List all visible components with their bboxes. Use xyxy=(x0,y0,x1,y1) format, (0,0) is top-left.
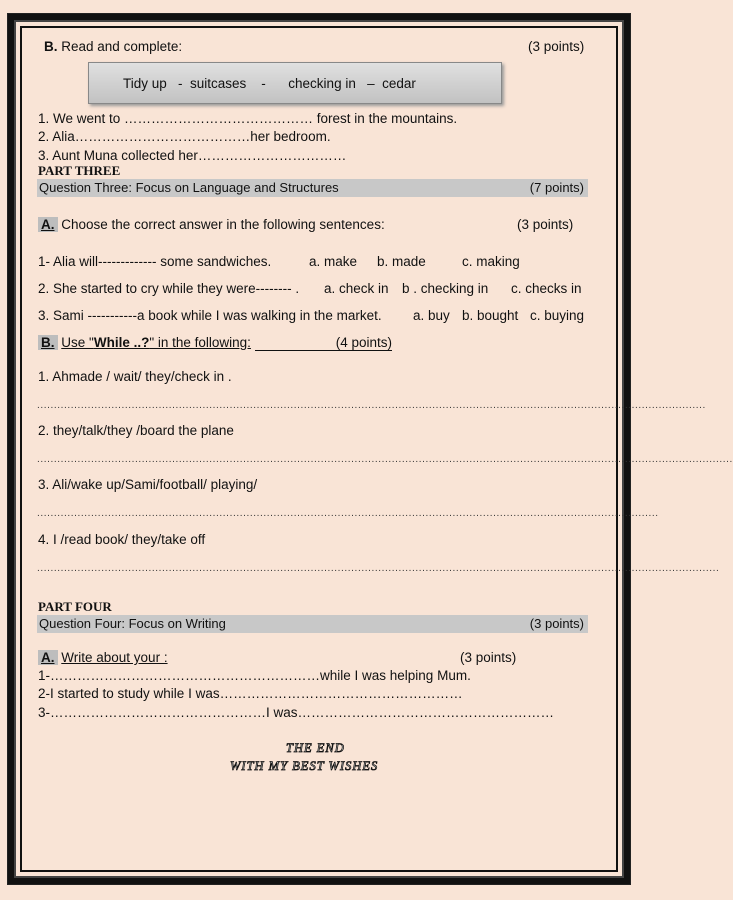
part-three-title: PART THREE xyxy=(38,163,121,178)
question-three-label: Question Three: Focus on Language and Structures xyxy=(39,180,339,195)
section-b-item-3: 3. Aunt Muna collected her…………………………… xyxy=(38,148,347,163)
rewrite-item-3: 3. Ali/wake up/Sami/football/ playing/ xyxy=(38,477,258,492)
mcq-1-option-c: c. making xyxy=(462,254,520,269)
writing-item-3: 3-…………………………………………I was………………………………………………… xyxy=(38,705,555,720)
section-b-item-1: 1. We went to …………………………………… forest in the mountains. xyxy=(38,111,458,126)
rewrite-item-2: 2. they/talk/they /board the plane xyxy=(38,423,234,438)
part-four-a-points: (3 points) xyxy=(460,650,517,665)
the-end-text: THE END xyxy=(286,741,345,755)
rewrite-item-4: 4. I /read book/ they/take off xyxy=(38,532,206,547)
mcq-1-question: 1- Alia will------------- some sandwiches. xyxy=(38,254,272,269)
section-b-title: Read and complete: xyxy=(61,39,183,54)
mcq-2-option-a: a. check in xyxy=(324,281,389,296)
part-three-b-instruction-post: " in the following: xyxy=(149,335,251,350)
section-b-item-2: 2. Alia…………………………………her bedroom. xyxy=(38,129,331,144)
part-four-a-instruction: Write about your : xyxy=(61,650,168,665)
part-three-a-letter: A. xyxy=(38,217,58,232)
part-four-title: PART FOUR xyxy=(38,599,112,614)
section-b-heading xyxy=(44,39,182,54)
mcq-2-option-b: b . checking in xyxy=(402,281,489,296)
question-four-label: Question Four: Focus on Writing xyxy=(39,616,226,631)
part-three-b-letter: B. xyxy=(38,335,58,350)
mcq-3-option-a: a. buy xyxy=(413,308,450,323)
section-b-points: (3 points) xyxy=(528,39,585,54)
answer-line-3[interactable]: ........................................................................................................................................................................................ xyxy=(37,508,659,519)
mcq-1-option-b: b. made xyxy=(377,254,426,269)
part-four-a-heading xyxy=(38,650,168,665)
part-three-b-points: (4 points) xyxy=(255,335,392,351)
writing-item-1: 1-……………………………………………………while I was helping Mum. xyxy=(38,668,471,683)
word-box xyxy=(88,62,502,104)
section-b-letter: B. xyxy=(44,39,58,54)
answer-line-1[interactable]: ...................................................................................................................................................................................................... xyxy=(37,400,706,411)
writing-item-2: 2-I started to study while I was……………………………………………… xyxy=(38,686,463,701)
mcq-2-question: 2. She started to cry while they were-------- . xyxy=(38,281,300,296)
mcq-3-option-b: b. bought xyxy=(462,308,519,323)
answer-line-2[interactable]: .............................................................................................................................................................................................................. xyxy=(37,454,733,465)
part-three-a-instruction: Choose the correct answer in the following sentences: xyxy=(61,217,385,232)
mcq-3-question: 3. Sami -----------a book while I was walking in the market. xyxy=(38,308,382,323)
answer-line-4[interactable]: .......................................................................................................................................................................................................... xyxy=(37,563,720,574)
part-three-b-instruction-bold: While ..? xyxy=(93,335,150,350)
question-four-bar xyxy=(37,615,588,633)
question-four-points: (3 points) xyxy=(529,616,584,631)
part-four-a-letter: A. xyxy=(38,650,58,665)
part-three-a-points: (3 points) xyxy=(517,217,574,232)
part-three-b-heading xyxy=(38,335,251,350)
part-three-b-instruction-pre: Use " xyxy=(61,335,94,350)
rewrite-item-1: 1. Ahmade / wait/ they/check in . xyxy=(38,369,232,384)
question-three-points: (7 points) xyxy=(529,180,584,195)
question-three-bar xyxy=(37,179,588,197)
mcq-2-option-c: c. checks in xyxy=(511,281,582,296)
mcq-1-option-a: a. make xyxy=(309,254,358,269)
best-wishes-text: WITH MY BEST WISHES xyxy=(230,759,379,773)
word-box-text: Tidy up - suitcases - checking in – cedar xyxy=(123,75,416,91)
mcq-3-option-c: c. buying xyxy=(530,308,585,323)
part-three-a-heading xyxy=(38,217,385,232)
